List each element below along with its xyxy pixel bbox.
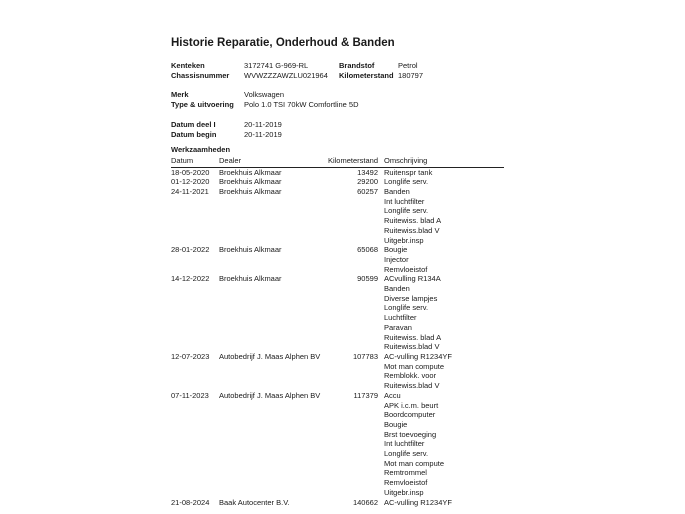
description-line: Longlife serv.: [384, 206, 429, 216]
description-line: AC-vulling R1234YF: [384, 351, 452, 361]
description-line: AC-vulling R1234YF: [384, 497, 452, 507]
description-line: Brst toevoeging: [384, 429, 437, 439]
row-date: 21-08-2024: [171, 497, 210, 507]
description-line: ACvulling R134A: [384, 274, 441, 284]
row-dealer: Autobedrijf J. Maas Alphen BV: [219, 390, 321, 400]
description-line: APK i.c.m. beurt: [384, 400, 439, 410]
row-descriptions: [384, 168, 504, 178]
description-line: Injector: [384, 254, 409, 264]
table-row: [171, 187, 504, 245]
info-row: [171, 100, 504, 110]
table-row: [171, 391, 504, 498]
work-table-body: [171, 168, 504, 508]
row-dealer: Broekhuis Alkmaar: [219, 177, 282, 187]
description-line: Ruitewiss.blad V: [384, 381, 440, 391]
page-title: Historie Reparatie, Onderhoud & Banden: [171, 37, 395, 49]
description-line: Luchtfilter: [384, 313, 417, 323]
row-descriptions: [384, 352, 504, 391]
description-line: Remvloeistof: [384, 264, 428, 274]
document-page: [171, 36, 504, 507]
row-dealer: Broekhuis Alkmaar: [219, 245, 282, 255]
description-line: Boordcomputer: [384, 410, 436, 420]
description-line: Int luchtfilter: [384, 439, 425, 449]
info-row: [171, 61, 504, 71]
description-line: Bougie: [384, 245, 408, 255]
row-descriptions: [384, 245, 504, 274]
row-descriptions: [384, 187, 504, 245]
table-row: [171, 352, 504, 391]
table-row: [171, 274, 504, 352]
description-line: Longlife serv.: [384, 177, 429, 187]
row-dealer: Baak Autocenter B.V.: [219, 497, 290, 507]
description-line: Remblokk. voor: [384, 371, 437, 381]
row-kilometerstand: 117379: [353, 390, 378, 400]
kenteken-label: Kenteken: [171, 61, 205, 70]
row-kilometerstand: 60257: [357, 187, 378, 197]
table-row: [171, 177, 504, 187]
kenteken-value: 3172741 G-969-RL: [244, 61, 309, 70]
row-date: 18-05-2020: [171, 167, 210, 177]
vehicle-type-block: [171, 90, 504, 109]
type-uitvoering-value: Polo 1.0 TSI 70kW Comfortline 5D: [244, 100, 359, 110]
brandstof-label: Brandstof: [339, 61, 375, 70]
info-row: [171, 120, 504, 130]
kilometerstand-value: 180797: [398, 70, 424, 80]
description-line: Accu: [384, 390, 401, 400]
brandstof-value: Petrol: [398, 61, 418, 70]
werkzaamheden-section-title: Werkzaamheden: [171, 145, 231, 155]
row-dealer: Broekhuis Alkmaar: [219, 187, 282, 197]
row-descriptions: [384, 391, 504, 498]
description-line: Ruitewiss.blad V: [384, 225, 440, 235]
row-dealer: Autobedrijf J. Maas Alphen BV: [219, 351, 321, 361]
description-line: Ruitewiss. blad A: [384, 216, 442, 226]
datum-deel-i-label: Datum deel I: [171, 119, 216, 129]
row-dealer: Broekhuis Alkmaar: [219, 167, 282, 177]
description-line: Bougie: [384, 419, 408, 429]
row-descriptions: [384, 177, 504, 187]
datum-begin-label: Datum begin: [171, 129, 217, 139]
description-line: Diverse lampjes: [384, 293, 438, 303]
description-line: Longlife serv.: [384, 303, 429, 313]
header-datum: Datum: [171, 155, 194, 165]
description-line: Banden: [384, 187, 410, 197]
table-row: [171, 498, 504, 508]
row-kilometerstand: 107783: [352, 351, 378, 361]
header-omschrijving: Omschrijving: [384, 155, 428, 165]
row-kilometerstand: 13492: [357, 167, 378, 177]
table-row: [171, 245, 504, 274]
description-line: Remvloeistof: [384, 478, 428, 488]
dates-block: [171, 120, 504, 139]
chassisnummer-value: WVWZZZAWZLU021964: [244, 70, 328, 80]
row-descriptions: [384, 498, 504, 508]
datum-deel-i-value: 20-11-2019: [244, 119, 282, 129]
row-date: 12-07-2023: [171, 351, 210, 361]
row-date: 24-11-2021: [171, 187, 209, 197]
description-line: Banden: [384, 284, 410, 294]
kilometerstand-label: Kilometerstand: [339, 70, 394, 80]
row-kilometerstand: 65068: [357, 245, 378, 255]
type-uitvoering-label: Type & uitvoering: [171, 100, 234, 110]
description-line: Uitgebr.insp: [384, 235, 424, 245]
header-kilometerstand: Kilometerstand: [327, 155, 378, 165]
row-descriptions: [384, 274, 504, 352]
description-line: Paravan: [384, 322, 412, 332]
description-line: Ruitewiss.blad V: [384, 342, 440, 352]
header-dealer: Dealer: [219, 155, 242, 165]
row-date: 01-12-2020: [171, 177, 210, 187]
info-row: [171, 90, 504, 100]
info-row: [171, 71, 504, 81]
description-line: Ruitewiss. blad A: [384, 332, 442, 342]
table-row: [171, 168, 504, 178]
description-line: Ruitenspr tank: [384, 167, 433, 177]
row-date: 07-11-2023: [171, 390, 209, 400]
merk-label: Merk: [171, 90, 189, 100]
chassisnummer-label: Chassisnummer: [171, 70, 230, 80]
description-line: Mot man compute: [384, 458, 445, 468]
description-line: Remtrommel: [384, 468, 427, 478]
row-date: 14-12-2022: [171, 274, 210, 284]
merk-value: Volkswagen: [244, 90, 285, 100]
row-date: 28-01-2022: [171, 245, 210, 255]
description-line: Mot man compute: [384, 361, 445, 371]
description-line: Int luchtfilter: [384, 196, 425, 206]
info-row: [171, 130, 504, 140]
row-kilometerstand: 29200: [357, 177, 378, 187]
row-kilometerstand: 90599: [357, 274, 378, 284]
description-line: Longlife serv.: [384, 449, 429, 459]
description-line: Uitgebr.insp: [384, 487, 424, 497]
vehicle-id-block: [171, 61, 504, 80]
datum-begin-value: 20-11-2019: [244, 129, 282, 139]
table-header-row: [171, 156, 504, 168]
row-kilometerstand: 140662: [352, 497, 378, 507]
row-dealer: Broekhuis Alkmaar: [219, 274, 282, 284]
